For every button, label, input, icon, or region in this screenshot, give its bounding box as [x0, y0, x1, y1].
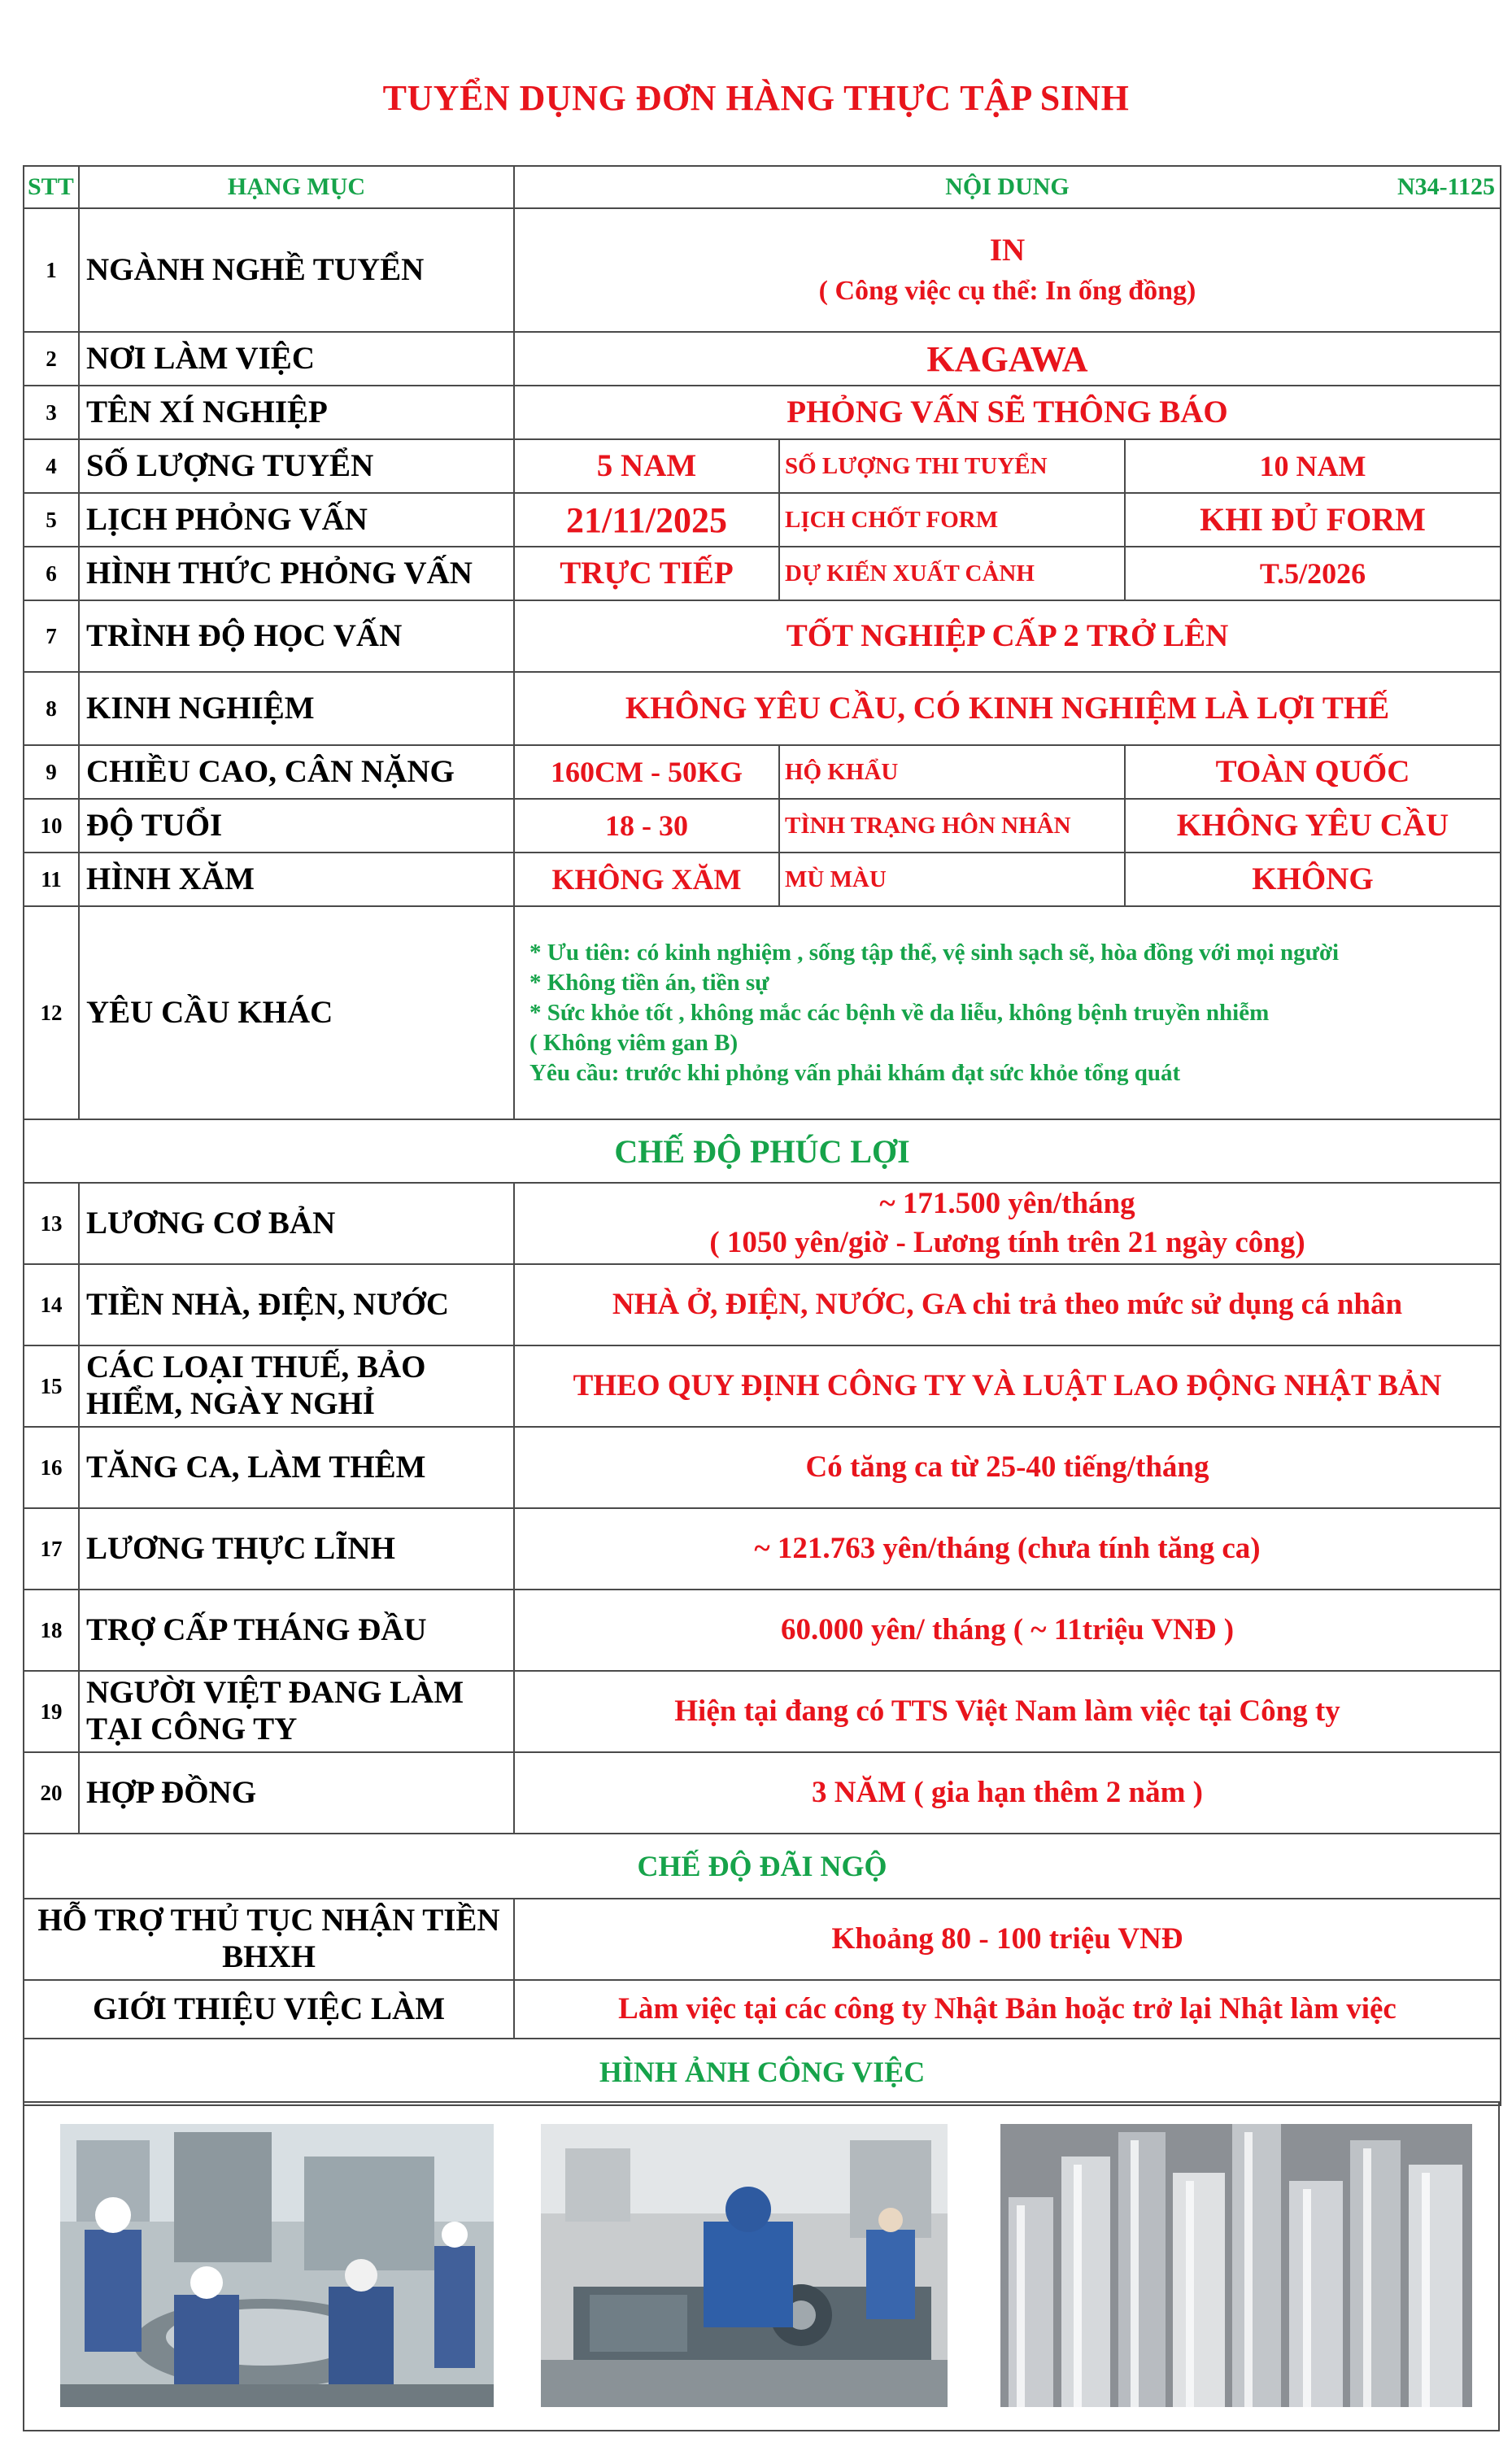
- other-requirements: [514, 906, 1501, 1119]
- recruitment-table: [23, 165, 1501, 2106]
- row-label: TÊN XÍ NGHIỆP: [79, 386, 514, 439]
- table-row: [24, 386, 1501, 439]
- incentive-label: HỖ TRỢ THỦ TỤC NHẬN TIỀN BHXH: [24, 1899, 514, 1980]
- table-row: [24, 1752, 1501, 1834]
- table-row: [24, 439, 1501, 493]
- table-row: [24, 853, 1501, 906]
- row-label: SỐ LƯỢNG TUYỂN: [79, 439, 514, 493]
- row-sub-value: 10 NAM: [1125, 439, 1501, 493]
- row-label: CÁC LOẠI THUẾ, BẢO HIỂM, NGÀY NGHỈ: [79, 1345, 514, 1427]
- incentive-label: GIỚI THIỆU VIỆC LÀM: [24, 1980, 514, 2039]
- row-value: TỐT NGHIỆP CẤP 2 TRỞ LÊN: [514, 600, 1501, 672]
- row-value: 5 NAM: [514, 439, 779, 493]
- requirement-line: Yêu cầu: trước khi phỏng vấn phải khám đạt sức khỏe tổng quát: [529, 1059, 1181, 1086]
- header-content-cell: [514, 166, 1501, 208]
- work-photo-1: [60, 2124, 494, 2407]
- incentive-value: Khoảng 80 - 100 triệu VNĐ: [514, 1899, 1501, 1980]
- work-photo-3: [1000, 2124, 1472, 2407]
- table-row: [24, 1899, 1501, 1980]
- row-value: ~ 171.500 yên/tháng: [879, 1186, 1135, 1220]
- row-number: 20: [24, 1752, 79, 1834]
- table-row: [24, 1508, 1501, 1590]
- row-label: KINH NGHIỆM: [79, 672, 514, 745]
- row-number: 2: [24, 332, 79, 386]
- table-row: [24, 1671, 1501, 1752]
- row-sub-value: T.5/2026: [1125, 547, 1501, 600]
- row-number: 4: [24, 439, 79, 493]
- table-row: [24, 906, 1501, 1119]
- section-row: [24, 2039, 1501, 2105]
- row-number: 11: [24, 853, 79, 906]
- row-value: 21/11/2025: [514, 493, 779, 547]
- row-sub-value: KHÔNG YÊU CẦU: [1125, 799, 1501, 853]
- row-number: 5: [24, 493, 79, 547]
- row-number: 10: [24, 799, 79, 853]
- photos-title: HÌNH ẢNH CÔNG VIỆC: [24, 2039, 1501, 2105]
- row-label: CHIỀU CAO, CÂN NẶNG: [79, 745, 514, 799]
- row-label: NGÀNH NGHỀ TUYỂN: [79, 208, 514, 332]
- table-row: [24, 493, 1501, 547]
- table-header: [24, 166, 1501, 208]
- row-label: NƠI LÀM VIỆC: [79, 332, 514, 386]
- row-number: 7: [24, 600, 79, 672]
- table-row: [24, 208, 1501, 332]
- order-code: N34-1125: [1397, 173, 1496, 200]
- row-label: NGƯỜI VIỆT ĐANG LÀM TẠI CÔNG TY: [79, 1671, 514, 1752]
- row-number: 1: [24, 208, 79, 332]
- section-row: [24, 1119, 1501, 1183]
- table-row: [24, 1980, 1501, 2039]
- row-number: 12: [24, 906, 79, 1119]
- row-label: HÌNH XĂM: [79, 853, 514, 906]
- row-label: LƯƠNG THỰC LĨNH: [79, 1508, 514, 1590]
- row-label: HÌNH THỨC PHỎNG VẤN: [79, 547, 514, 600]
- row-value: 18 - 30: [514, 799, 779, 853]
- row-label: TRỢ CẤP THÁNG ĐẦU: [79, 1590, 514, 1671]
- table-row: [24, 1427, 1501, 1508]
- row-sub-value: KHI ĐỦ FORM: [1125, 493, 1501, 547]
- header-category: HẠNG MỤC: [79, 166, 514, 208]
- row-number: 6: [24, 547, 79, 600]
- row-label: ĐỘ TUỔI: [79, 799, 514, 853]
- table-row: [24, 600, 1501, 672]
- table-row: [24, 1264, 1501, 1345]
- row-number: 17: [24, 1508, 79, 1590]
- row-label: LỊCH PHỎNG VẤN: [79, 493, 514, 547]
- requirement-line: ( Không viêm gan B): [529, 1029, 739, 1056]
- row-sub-label: MÙ MÀU: [779, 853, 1125, 906]
- section-row: [24, 1834, 1501, 1899]
- page-title: TUYỂN DỤNG ĐƠN HÀNG THỰC TẬP SINH: [382, 78, 1130, 118]
- incentives-title: CHẾ ĐỘ ĐÃI NGỘ: [24, 1834, 1501, 1899]
- work-photos: [23, 2101, 1500, 2431]
- row-value: 3 NĂM ( gia hạn thêm 2 năm ): [514, 1752, 1501, 1834]
- row-value: IN: [989, 233, 1026, 268]
- row-value: THEO QUY ĐỊNH CÔNG TY VÀ LUẬT LAO ĐỘNG NHẬT BẢN: [514, 1345, 1501, 1427]
- row-value: ~ 121.763 yên/tháng (chưa tính tăng ca): [514, 1508, 1501, 1590]
- row-label: TĂNG CA, LÀM THÊM: [79, 1427, 514, 1508]
- row-value-cell: [514, 1183, 1501, 1264]
- row-value: NHÀ Ở, ĐIỆN, NƯỚC, GA chi trả theo mức sử dụng cá nhân: [514, 1264, 1501, 1345]
- table-row: [24, 799, 1501, 853]
- table-row: [24, 1183, 1501, 1264]
- row-value: PHỎNG VẤN SẼ THÔNG BÁO: [514, 386, 1501, 439]
- row-number: 16: [24, 1427, 79, 1508]
- table-row: [24, 1345, 1501, 1427]
- row-number: 19: [24, 1671, 79, 1752]
- row-number: 8: [24, 672, 79, 745]
- requirement-line: * Ưu tiên: có kinh nghiệm , sống tập thể, vệ sinh sạch sẽ, hòa đồng với mọi người: [529, 939, 1340, 966]
- row-value: 60.000 yên/ tháng ( ~ 11triệu VNĐ ): [514, 1590, 1501, 1671]
- row-number: 14: [24, 1264, 79, 1345]
- benefits-title: CHẾ ĐỘ PHÚC LỢI: [24, 1119, 1501, 1183]
- row-sub-label: DỰ KIẾN XUẤT CẢNH: [779, 547, 1125, 600]
- row-detail: ( 1050 yên/giờ - Lương tính trên 21 ngày công): [709, 1226, 1305, 1259]
- header-stt: STT: [24, 166, 79, 208]
- row-value: Hiện tại đang có TTS Việt Nam làm việc tại Công ty: [514, 1671, 1501, 1752]
- row-number: 18: [24, 1590, 79, 1671]
- row-label: TRÌNH ĐỘ HỌC VẤN: [79, 600, 514, 672]
- incentive-value: Làm việc tại các công ty Nhật Bản hoặc trở lại Nhật làm việc: [514, 1980, 1501, 2039]
- row-sub-label: HỘ KHẨU: [779, 745, 1125, 799]
- row-sub-label: LỊCH CHỐT FORM: [779, 493, 1125, 547]
- requirement-line: * Sức khỏe tốt , không mắc các bệnh về da liễu, không bệnh truyền nhiễm: [529, 999, 1270, 1026]
- row-label: YÊU CẦU KHÁC: [79, 906, 514, 1119]
- row-number: 15: [24, 1345, 79, 1427]
- row-sub-value: KHÔNG: [1125, 853, 1501, 906]
- row-sub-label: SỐ LƯỢNG THI TUYỂN: [779, 439, 1125, 493]
- row-value: KAGAWA: [514, 332, 1501, 386]
- row-number: 13: [24, 1183, 79, 1264]
- table-row: [24, 745, 1501, 799]
- row-label: LƯƠNG CƠ BẢN: [79, 1183, 514, 1264]
- row-number: 9: [24, 745, 79, 799]
- table-row: [24, 672, 1501, 745]
- requirement-line: * Không tiền án, tiền sự: [529, 969, 769, 996]
- row-detail: ( Công việc cụ thể: In ống đồng): [818, 276, 1196, 307]
- row-number: 3: [24, 386, 79, 439]
- row-value: Có tăng ca từ 25-40 tiếng/tháng: [514, 1427, 1501, 1508]
- table-row: [24, 547, 1501, 600]
- row-sub-value: TOÀN QUỐC: [1125, 745, 1501, 799]
- row-value: TRỰC TIẾP: [514, 547, 779, 600]
- table-row: [24, 1590, 1501, 1671]
- table-row: [24, 332, 1501, 386]
- row-value: 160CM - 50KG: [514, 745, 779, 799]
- work-photo-2: [541, 2124, 948, 2407]
- row-label: TIỀN NHÀ, ĐIỆN, NƯỚC: [79, 1264, 514, 1345]
- row-value-cell: [514, 208, 1501, 332]
- row-value: KHÔNG XĂM: [514, 853, 779, 906]
- row-sub-label: TÌNH TRẠNG HÔN NHÂN: [779, 799, 1125, 853]
- header-content: NỘI DUNG: [945, 173, 1070, 200]
- row-label: HỢP ĐỒNG: [79, 1752, 514, 1834]
- row-value: KHÔNG YÊU CẦU, CÓ KINH NGHIỆM LÀ LỢI THẾ: [514, 672, 1501, 745]
